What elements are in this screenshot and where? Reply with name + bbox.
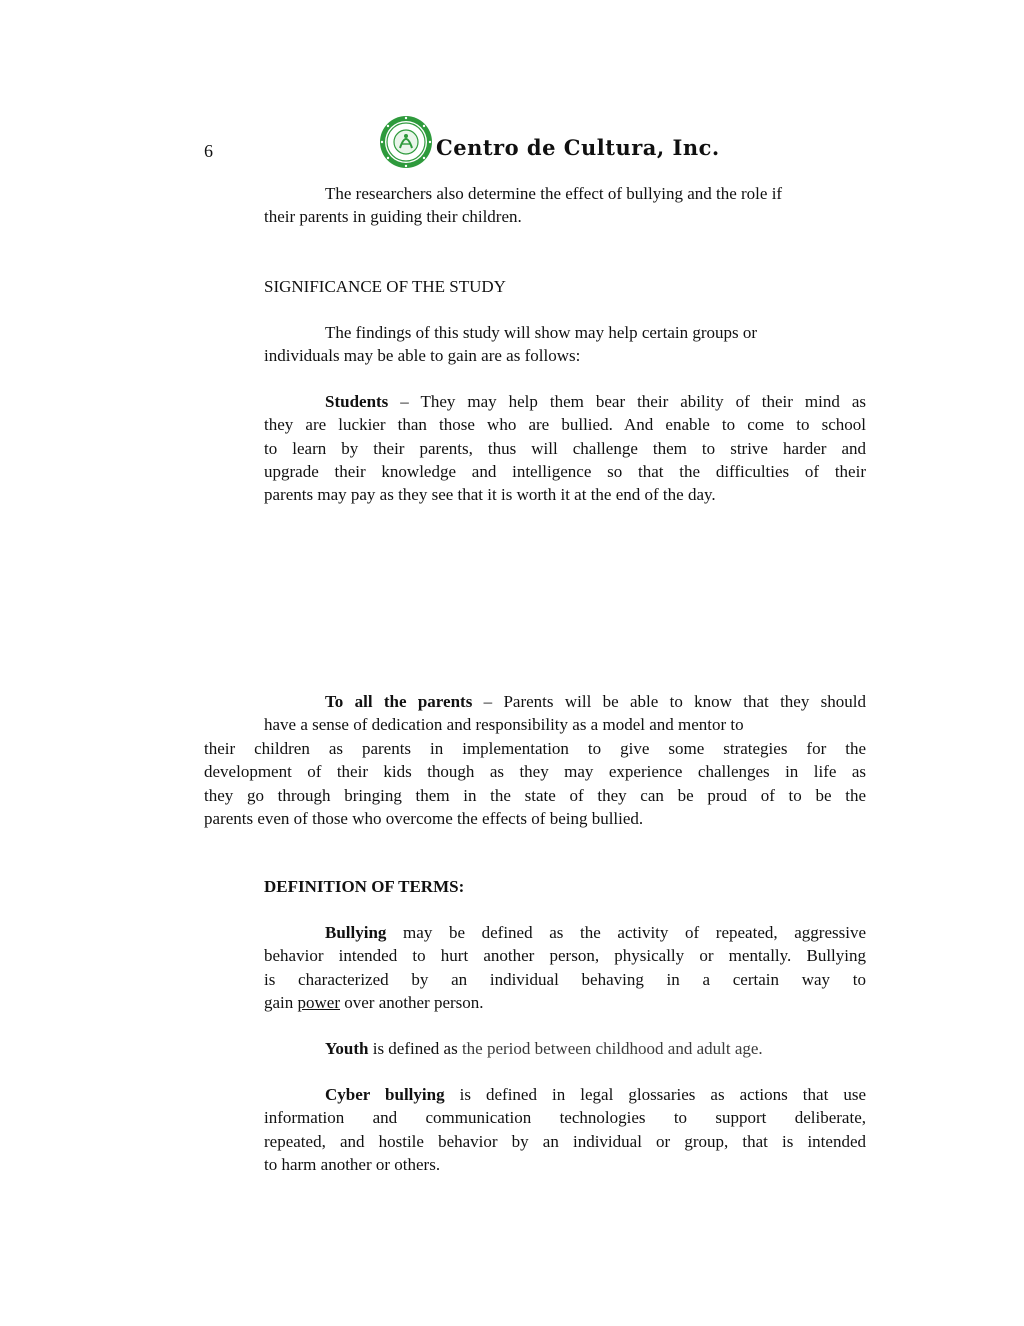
definitions-heading: DEFINITION OF TERMS: <box>264 877 465 896</box>
significance-text-2: individuals may be able to gain are as follows: <box>264 346 581 366</box>
bullying-text-2: behavior intended to hurt another person, physically or mentally. Bullying <box>264 946 866 966</box>
bullying-term: Bullying <box>325 923 387 942</box>
intro-line <box>264 182 866 205</box>
significance-paragraph <box>264 321 866 368</box>
intro-line <box>264 205 866 228</box>
students-text-3: to learn by their parents, thus will challenge them to strive harder and <box>264 438 866 458</box>
intro-paragraph <box>264 182 866 229</box>
youth-text-rest: the period between childhood and adult age. <box>461 1039 763 1058</box>
students-text-5: parents may pay as they see that it is worth it at the end of the day. <box>264 485 716 505</box>
bullying-text-1: may be defined as the activity of repeated, aggressive <box>386 923 866 942</box>
parents-paragraph-body <box>204 737 866 830</box>
parents-term: To all the parents <box>325 692 473 711</box>
cyber-text-3: repeated, and hostile behavior by an individual or group, that is intended <box>264 1131 866 1151</box>
cyber-text-2: information and communication technologies to support deliberate, <box>264 1108 866 1128</box>
students-term: Students <box>325 392 389 411</box>
youth-text-mid: is defined as <box>368 1039 462 1058</box>
youth-term: Youth <box>325 1039 369 1058</box>
significance-heading: SIGNIFICANCE OF THE STUDY <box>264 277 506 296</box>
cyber-text-4: to harm another or others. <box>264 1154 441 1174</box>
parents-paragraph-head <box>264 690 866 737</box>
bullying-definition <box>264 921 866 1014</box>
school-seal-logo <box>378 114 434 170</box>
parents-text-2: have a sense of dedication and responsibility as a model and mentor to <box>264 715 744 735</box>
header-title: Centro de Cultura, Inc. <box>436 135 720 160</box>
students-text-2: they are luckier than those who are bullied. And enable to come to school <box>264 415 866 435</box>
intro-text-1: The researchers also determine the effect of bullying and the role if <box>325 184 783 203</box>
page-number: 6 <box>204 141 213 161</box>
parents-text-6: parents even of those who overcome the effects of being bullied. <box>204 808 644 828</box>
parents-text-4: development of their kids though as they may experience challenges in life as <box>204 762 866 782</box>
intro-text-2: their parents in guiding their children. <box>264 207 522 227</box>
students-text-4: upgrade their knowledge and intelligence so that the difficulties of their <box>264 461 866 481</box>
significance-text-1: The findings of this study will show may help certain groups or <box>325 323 758 342</box>
parents-text-3: their children as parents in implementation to give some strategies for the <box>204 739 866 758</box>
bullying-text-4: gain <box>264 992 298 1012</box>
bullying-text-4-end: over another person. <box>340 992 484 1012</box>
parents-text-5: they go through bringing them in the state of they can be proud of to be the <box>204 785 866 805</box>
cyber-text-1: is defined in legal glossaries as actions that use <box>444 1085 866 1104</box>
cyber-bullying-term: Cyber bullying <box>325 1085 445 1104</box>
parents-text-1: – Parents will be able to know that they should <box>472 692 866 711</box>
youth-definition <box>264 1037 866 1060</box>
students-paragraph <box>264 390 866 506</box>
cyber-bullying-definition <box>264 1083 866 1176</box>
power-link[interactable]: power <box>297 992 341 1012</box>
bullying-text-3: is characterized by an individual behaving in a certain way to <box>264 969 866 989</box>
students-text-1: – They may help them bear their ability of their mind as <box>388 392 866 411</box>
